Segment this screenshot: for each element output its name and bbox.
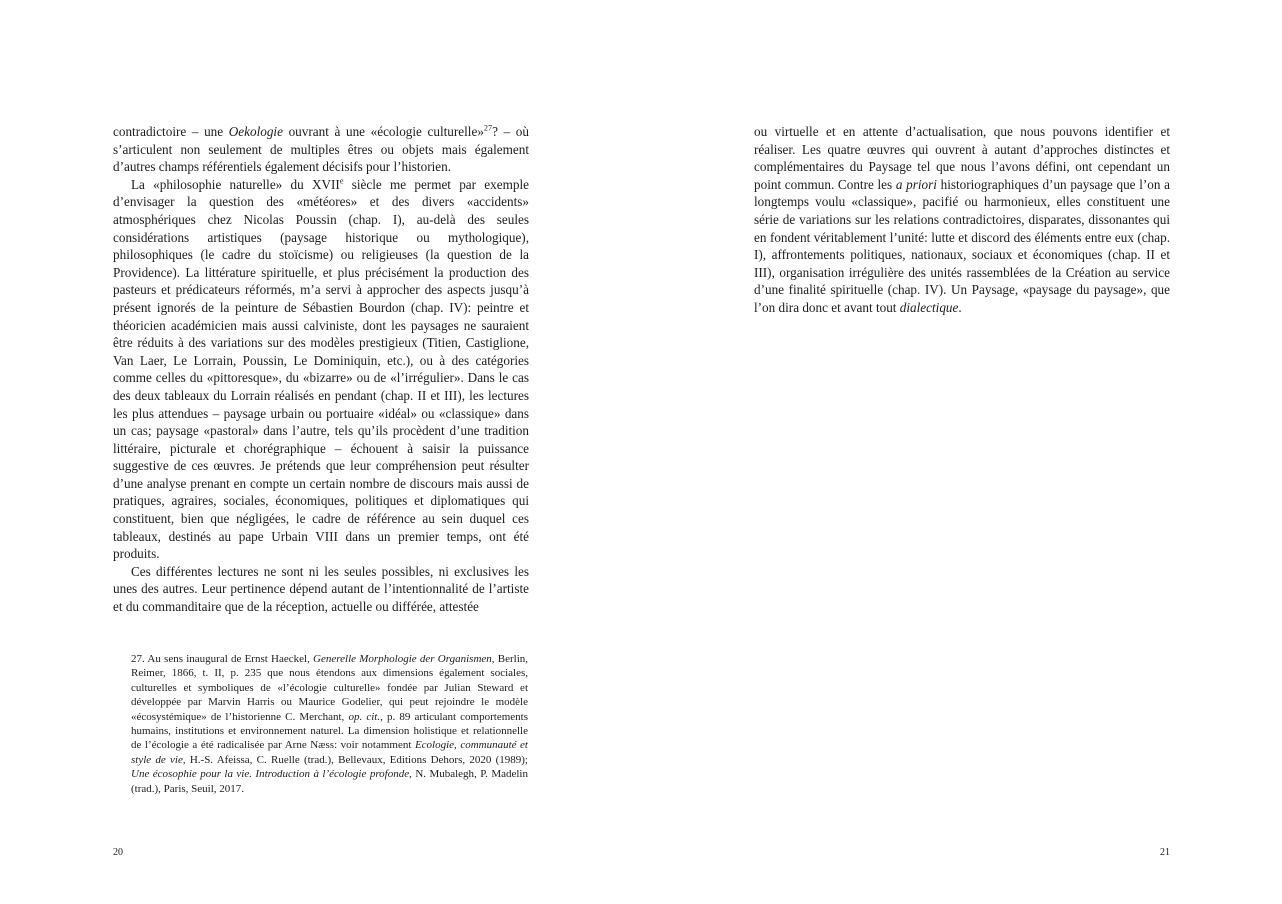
paragraph: contradictoire – une Oekologie ouvrant à une «écologie culturelle»$^{27}$? – où s’articulent non seulement de multiples êtres ou objets mais également d’autres champs référentiels également décisifs pour l’historien. [113, 123, 529, 175]
right-page [641, 0, 1282, 904]
left-page-body [113, 123, 529, 616]
footnote-text: 27. Au sens inaugural de Ernst Haeckel, Generelle Morphologie der Organismen, Berlin, Reimer, 1866, t. II, p. 235 que nous étendons aux dimensions également sociales, culturelles et symboliques de «l’écologie culturelle» fondée par Julian Steward et développée par Marvin Harris ou Maurice Godelier, qui peut rejoindre le modèle «écosystémique» de l’historienne C. Merchant, op. cit., p. 89 articulant comportements humains, institutions et environnement naturel. La dimension holistique et relationnelle de l’écologie a été radicalisée par Arne Næss: voir notamment Ecologie, communauté et style de vie, H.-S. Afeissa, C. Ruelle (trad.), Bellevaux, Editions Dehors, 2020 (1989); Une écosophie pour la vie. Introduction à l’écologie profonde, N. Mubalegh, P. Madelin (trad.), Paris, Seuil, 2017. [131, 653, 529, 795]
footnote [131, 652, 528, 796]
paragraph: ou virtuelle et en attente d’actualisation, que nous pouvons identifier et réaliser. Les quatre œuvres qui ouvrent à autant d’approches distinctes et complémentaires du Paysage tel que nous l’avons défini, ont cependant un point commun. Contre les a priori historiographiques d’un paysage que l’on a longtemps voulu «classique», pacifié ou harmonieux, elles constituent une série de variations sur les relations contradictoires, disparates, dissonantes qui en fondent véritablement l’unité: lutte et discord des éléments entre eux (chap. I), affrontements politiques, nationaux, sociaux et économiques (chap. II et III), organisation irrégulière des unités rassemblées de la Création au service d’une finalité spirituelle (chap. IV). Un Paysage, «paysage du paysage», que l’on dira donc et avant tout dialectique. [754, 124, 1170, 315]
paragraph: Ces différentes lectures ne sont ni les seules possibles, ni exclusives les unes des autres. Leur pertinence dépend autant de l’intentionnalité de l’artiste et du commanditaire que de la réception, actuelle ou différée, attestée [113, 563, 529, 615]
page-number: 21 [1160, 847, 1170, 858]
page-number: 20 [113, 847, 123, 858]
paragraph: La «philosophie naturelle» du XVIIe siècle me permet par exemple d’envisager la question des «météores» et des divers «accidents» atmosphériques chez Nicolas Poussin (chap. I), au-delà des seules considérations artistiques (paysage historique ou mythologique), philosophiques (le cadre du stoïcisme) ou religieuses (la question de la Providence). La littérature spirituelle, et plus précisément la production des pasteurs et prédicateurs réformés, m’a servi à approcher des aspects jusqu’à présent ignorés de la peinture de Sébastien Bourdon (chap. IV): peintre et théoricien académicien mais aussi calviniste, dont les paysages ne sauraient être réduits à des variations sur des modèles prestigieux (Titien, Castiglione, Van Laer, Le Lorrain, Poussin, Le Dominiquin, etc.), ou à des catégories comme celles du «pittoresque», du «bizarre» ou de «l’irrégulier». Dans le cas des deux tableaux du Lorrain réalisés en pendant (chap. II et III), les lectures les plus attendues – paysage urbain ou portuaire «idéal» ou «classique» dans un cas; paysage «pastoral» dans l’autre, tels qu’ils procèdent d’une tradition littéraire, picturale et chorégraphique – échouent à saisir la puissance suggestive de ces œuvres. Je prétends que leur compréhension peut résulter d’une analyse prenant en compte un certain nombre de discours mais aussi de pratiques, agraires, sociales, économiques, politiques et diplomatiques qui constituent, bien que négligées, le cadre de référence au sein duquel ces tableaux, destinés au pape Urbain VIII dans un premier temps, ont été produits. [113, 176, 529, 562]
right-page-body [754, 123, 1170, 317]
